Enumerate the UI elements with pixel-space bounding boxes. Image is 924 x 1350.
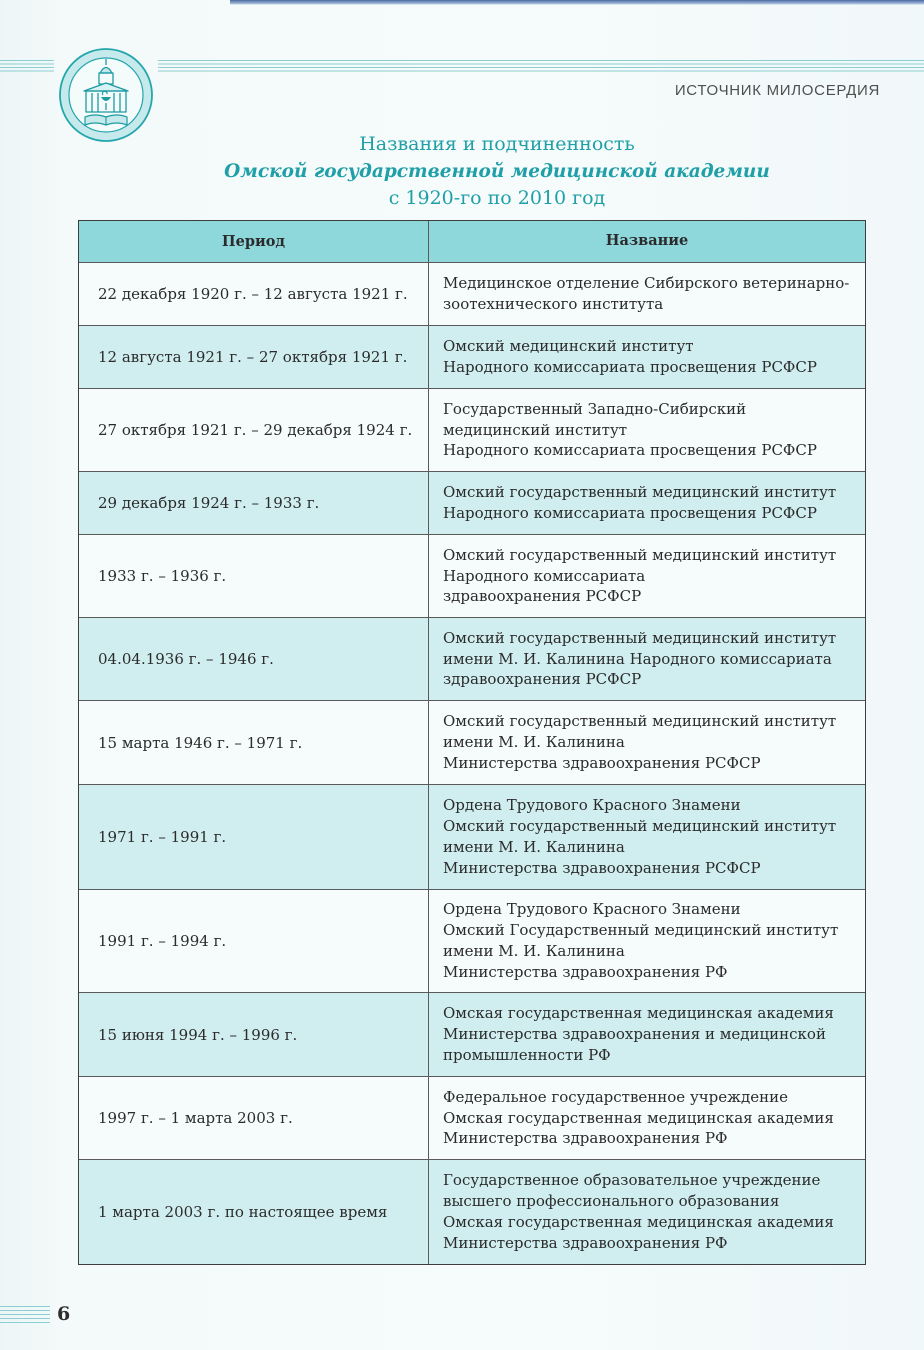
name-line: Омский государственный медицинский институт	[443, 712, 837, 731]
column-header-period: Период	[79, 221, 429, 262]
period-text: 29 декабря 1924 г. – 1933 г.	[98, 494, 320, 512]
name-cell	[429, 472, 865, 534]
name-line: Министерства здравоохранения и медицинской	[443, 1025, 826, 1044]
name-line: Ордена Трудового Красного Знамени	[443, 900, 741, 919]
history-table	[78, 220, 866, 1265]
table-row	[79, 701, 865, 785]
title-line-2: Омской государственной медицинской академии	[224, 161, 770, 182]
name-line: имени М. И. Калинина	[443, 942, 625, 960]
period-text: 04.04.1936 г. – 1946 г.	[98, 650, 274, 668]
name-line: здравоохранения РСФСР	[443, 670, 642, 689]
name-line: Медицинское отделение Сибирского ветеринарно-	[443, 274, 850, 293]
name-line: Народного комиссариата просвещения РСФСР	[443, 358, 817, 376]
period-text: 22 декабря 1920 г. – 12 августа 1921 г.	[98, 285, 408, 303]
table-row	[79, 326, 865, 389]
table-row	[79, 785, 865, 890]
period-cell	[79, 993, 429, 1076]
page-number: 6	[57, 1303, 71, 1325]
table-row	[79, 618, 865, 701]
name-line: Министерства здравоохранения РФ	[443, 1233, 728, 1252]
name-line: имени М. И. Калинина Народного комиссариата	[443, 649, 832, 668]
period-text: 1971 г. – 1991 г.	[98, 828, 227, 846]
name-line: Министерства здравоохранения РФ	[443, 962, 728, 981]
academy-emblem-icon	[58, 47, 154, 143]
name-cell	[429, 701, 865, 784]
table-header-row	[79, 221, 865, 263]
name-line: Министерства здравоохранения РСФСР	[443, 753, 761, 772]
name-cell	[429, 618, 865, 700]
name-line: имени М. И. Калинина	[443, 838, 625, 856]
period-cell	[79, 1160, 429, 1264]
name-line: зоотехнического института	[443, 295, 664, 313]
period-text: 15 июня 1994 г. – 1996 г.	[98, 1025, 298, 1044]
period-text: 1997 г. – 1 марта 2003 г.	[98, 1109, 293, 1127]
name-line: Омская государственная медицинская академия	[443, 1004, 834, 1023]
name-line: Министерства здравоохранения РФ	[443, 1129, 728, 1148]
period-cell	[79, 701, 429, 784]
name-line: промышленности РФ	[443, 1045, 611, 1064]
name-line: Государственное образовательное учреждение	[443, 1171, 821, 1190]
period-cell	[79, 535, 429, 617]
period-cell	[79, 263, 429, 325]
table-row	[79, 1077, 865, 1160]
name-line: Омская государственная медицинская академия	[443, 1213, 834, 1231]
name-cell	[429, 890, 865, 992]
title-line-3: с 1920-го по 2010 год	[388, 187, 606, 209]
table-row	[79, 389, 865, 472]
name-cell	[429, 785, 865, 889]
name-line: высшего профессионального образования	[443, 1192, 780, 1211]
table-row	[79, 993, 865, 1077]
period-cell	[79, 472, 429, 534]
period-cell	[79, 618, 429, 700]
name-line: Ордена Трудового Красного Знамени	[443, 796, 741, 815]
name-line: Омский государственный медицинский институт	[443, 483, 837, 502]
name-line: Омский Государственный медицинский институт	[443, 921, 839, 940]
period-cell	[79, 326, 429, 388]
name-line: здравоохранения РСФСР	[443, 587, 642, 606]
name-line: Омский государственный медицинский институт	[443, 545, 837, 564]
period-text: 15 марта 1946 г. – 1971 г.	[98, 733, 303, 752]
name-line: медицинский институт	[443, 420, 628, 439]
name-cell	[429, 389, 865, 471]
name-cell	[429, 263, 865, 325]
table-row	[79, 1160, 865, 1264]
name-line: Омский государственный медицинский институт	[443, 628, 837, 647]
name-line: Омская государственная медицинская академия	[443, 1108, 834, 1127]
academy-logo	[58, 47, 154, 143]
name-line: Народного комиссариата	[443, 566, 646, 585]
page-title	[197, 131, 797, 212]
name-line: Омский медицинский институт	[443, 337, 694, 356]
name-line: Народного комиссариата просвещения РСФСР	[443, 504, 817, 522]
footer-rule	[0, 1306, 50, 1326]
name-cell	[429, 1077, 865, 1159]
scan-top-edge	[230, 0, 924, 5]
table-row	[79, 535, 865, 618]
name-cell	[429, 1160, 865, 1264]
running-title: ИСТОЧНИК МИЛОСЕРДИЯ	[674, 82, 880, 99]
period-text: 1933 г. – 1936 г.	[98, 567, 227, 585]
table-row	[79, 472, 865, 535]
name-line: Народного комиссариата просвещения РСФСР	[443, 441, 817, 460]
name-line: имени М. И. Калинина	[443, 733, 625, 752]
period-cell	[79, 890, 429, 992]
column-header-name: Название	[605, 232, 689, 250]
name-line: Государственный Западно-Сибирский	[443, 399, 747, 418]
period-text: 1 марта 2003 г. по настоящее время	[98, 1203, 388, 1221]
name-cell	[429, 993, 865, 1076]
period-cell	[79, 389, 429, 471]
table-row	[79, 890, 865, 993]
title-line-1: Названия и подчиненность	[359, 133, 635, 155]
period-text: 1991 г. – 1994 г.	[98, 932, 227, 950]
period-text: 12 августа 1921 г. – 27 октября 1921 г.	[98, 348, 408, 366]
name-line: Министерства здравоохранения РСФСР	[443, 858, 761, 877]
period-text: 27 октября 1921 г. – 29 декабря 1924 г.	[98, 421, 413, 439]
name-cell	[429, 535, 865, 617]
name-line: Федеральное государственное учреждение	[443, 1087, 788, 1106]
name-cell	[429, 326, 865, 388]
header-rule-left	[0, 60, 54, 72]
period-cell	[79, 1077, 429, 1159]
header-rule-right	[158, 60, 924, 72]
name-line: Омский государственный медицинский институт	[443, 817, 837, 836]
table-row	[79, 263, 865, 326]
period-cell	[79, 785, 429, 889]
